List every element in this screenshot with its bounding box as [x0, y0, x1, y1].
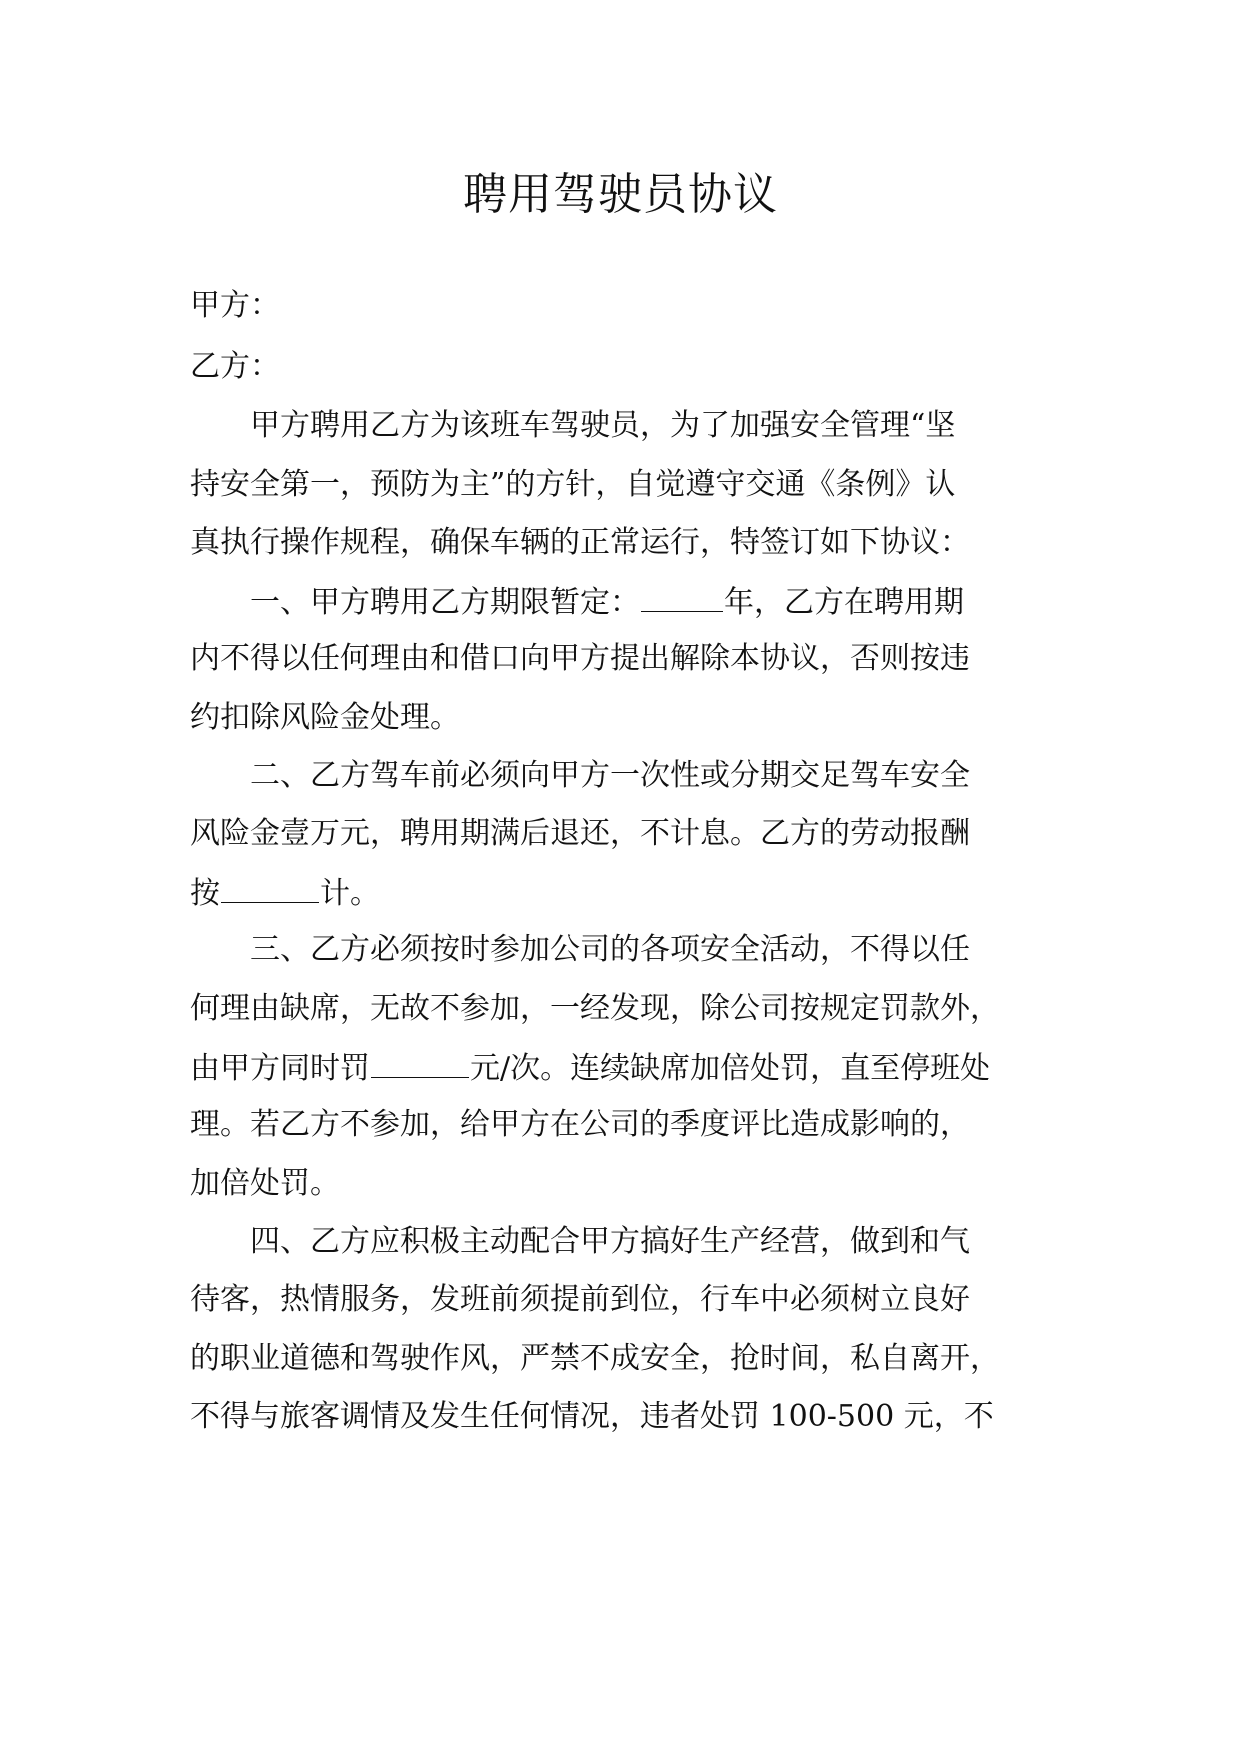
clause-3-text-after-blank: 元/次。连续缺席加倍处罚，直至停班处	[470, 1051, 991, 1086]
clause-3-line-5: 加倍处罚。	[190, 1166, 340, 1201]
intro-line-1: 甲方聘用乙方为该班车驾驶员，为了加强安全管理“坚	[190, 408, 956, 443]
fine-amount-blank	[371, 1047, 469, 1078]
clause-3-line-1: 三、乙方必须按时参加公司的各项安全活动，不得以任	[190, 932, 970, 967]
clause-3-line-4: 理。若乙方不参加，给甲方在公司的季度评比造成影响的，	[190, 1107, 970, 1142]
clause-2-text-after-blank: 计。	[320, 876, 380, 911]
clause-3-line-3	[190, 1047, 990, 1089]
remuneration-blank	[221, 872, 319, 903]
clause-2-line-3	[190, 872, 380, 914]
document-title: 聘用驾驶员协议	[463, 169, 778, 220]
clause-2-text-before-blank: 按	[190, 876, 220, 911]
clause-1-text-before-blank: 一、甲方聘用乙方期限暂定：	[190, 585, 640, 620]
clause-2-line-1: 二、乙方驾车前必须向甲方一次性或分期交足驾车安全	[190, 758, 970, 793]
clause-1-line-1	[190, 581, 964, 623]
intro-line-3: 真执行操作规程，确保车辆的正常运行，特签订如下协议：	[190, 525, 970, 560]
party-b-label: 乙方：	[190, 349, 280, 384]
party-a-label: 甲方：	[190, 288, 280, 323]
intro-line-2: 持安全第一，预防为主”的方针，自觉遵守交通《条例》认	[190, 467, 956, 502]
clause-1-line-3: 约扣除风险金处理。	[190, 700, 460, 735]
clause-3-text-before-blank: 由甲方同时罚	[190, 1051, 370, 1086]
clause-4-line-4: 不得与旅客调情及发生任何情况，违者处罚 100-500 元，不	[190, 1399, 994, 1434]
clause-3-line-2: 何理由缺席，无故不参加，一经发现，除公司按规定罚款外，	[190, 991, 1000, 1026]
clause-2-line-2: 风险金壹万元，聘用期满后退还，不计息。乙方的劳动报酬	[190, 816, 970, 851]
clause-4-line-1: 四、乙方应积极主动配合甲方搞好生产经营，做到和气	[190, 1224, 970, 1259]
clause-4-line-2: 待客，热情服务，发班前须提前到位，行车中必须树立良好	[190, 1282, 970, 1317]
clause-4-line-3: 的职业道德和驾驶作风，严禁不成安全，抢时间，私自离开，	[190, 1341, 1000, 1376]
clause-1-line-2: 内不得以任何理由和借口向甲方提出解除本协议，否则按违	[190, 641, 970, 676]
clause-1-text-after-blank: 年，乙方在聘用期	[724, 585, 964, 620]
term-years-blank	[641, 581, 723, 612]
